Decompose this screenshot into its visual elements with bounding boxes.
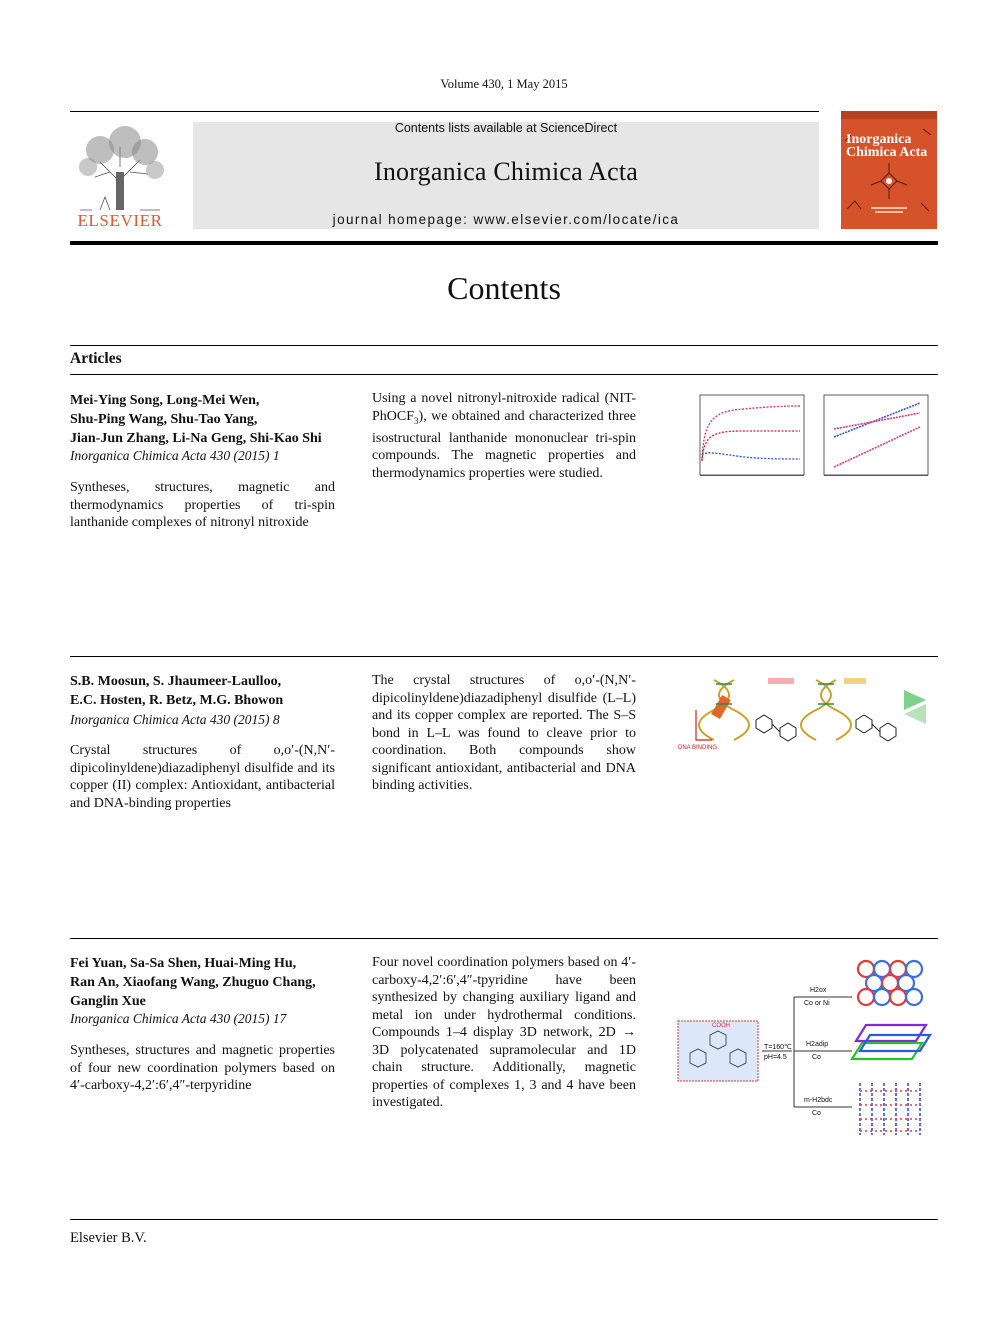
section-rule-bottom (70, 374, 938, 375)
cover-title-line-1: Inorganica (846, 132, 912, 147)
article-1-abstract (372, 390, 636, 482)
magnetic-plots-graphic (684, 389, 940, 489)
author-line: Mei-Ying Song, Long-Mei Wen, (70, 393, 260, 408)
volume-line: Volume 430, 1 May 2015 (440, 77, 568, 91)
journal-homepage: journal homepage: www.elsevier.com/locate/ica (332, 212, 680, 227)
graphic-label: Co (812, 1054, 821, 1061)
abstract-subscript: 3 (414, 415, 419, 426)
journal-title: Inorganica Chimica Acta (373, 157, 639, 186)
article-2-authors (70, 672, 360, 710)
graphic-label: pH=4.5 (764, 1054, 787, 1061)
section-rule-top (70, 345, 938, 346)
author-line: E.C. Hosten, R. Betz, M.G. Bhowon (70, 693, 284, 708)
article-3-citation[interactable]: Inorganica Chimica Acta 430 (2015) 17 (70, 1011, 287, 1026)
article-1-authors (70, 391, 360, 448)
contents-lists-line: Contents lists available at ScienceDirect (394, 121, 618, 135)
dna-binding-graphic (676, 670, 940, 762)
graphic-label: Co or Ni (804, 1000, 830, 1007)
graphic-label: DNA BINDING (678, 745, 718, 751)
cover-title-line-2: Chimica Acta (846, 145, 928, 160)
header-thick-rule (70, 241, 938, 245)
author-line: S.B. Moosun, S. Jhaumeer-Laulloo, (70, 674, 282, 689)
elsevier-wordmark: ELSEVIER (77, 211, 163, 230)
article-2-title[interactable]: Crystal structures of o,o′-(N,N′-dipicolinyldene)diazadiphenyl disulfide and its copper (II) complex: Antioxidant, antibacterial and DNA-binding properties (70, 743, 335, 811)
coordination-polymers-graphic (676, 955, 940, 1141)
graphic-label: m-H2bdc (804, 1097, 833, 1104)
abstract-text: ), we obtained and characterized three isostructural lanthanide mononuclear tri-spin compounds. The magnetic properties and thermodynamics properties were studied. (372, 408, 636, 481)
header-top-rule (70, 111, 819, 112)
graphic-label: T=160℃ (764, 1044, 792, 1051)
author-line: Ganglin Xue (70, 994, 146, 1009)
author-line: Fei Yuan, Sa-Sa Shen, Huai-Ming Hu, (70, 956, 297, 971)
footer-rule (70, 1219, 938, 1220)
article-1-title[interactable]: Syntheses, structures, magnetic and thermodynamics properties of tri-spin lanthanide complexes of nitronyl nitroxide (70, 480, 335, 530)
article-divider (70, 656, 938, 657)
article-2-abstract: The crystal structures of o,o′-(N,N′-dipicolinyldene)diazadiphenyl disulfide (L–L) and its copper complex are reported. The S–S bond in L–L was found to cleave prior to coordination. Both compounds show significant antioxidant, antibacterial and DNA binding activities. (372, 673, 636, 793)
graphic-label: COOH (712, 1023, 730, 1029)
section-heading: Articles (70, 350, 122, 367)
page-title: Contents (447, 270, 561, 306)
article-1-citation[interactable]: Inorganica Chimica Acta 430 (2015) 1 (70, 448, 280, 463)
journal-cover-thumbnail (841, 111, 937, 229)
article-3-authors (70, 954, 360, 1011)
footer-publisher: Elsevier B.V. (70, 1230, 147, 1246)
article-divider (70, 938, 938, 939)
graphic-label: H2ox (810, 987, 827, 994)
article-2-citation[interactable]: Inorganica Chimica Acta 430 (2015) 8 (70, 712, 280, 727)
graphic-label: Co (812, 1110, 821, 1117)
abstract-text: Using a novel nitronyl-nitroxide radical (NIT-PhOCF (372, 391, 636, 424)
author-line: Ran An, Xiaofang Wang, Zhuguo Chang, (70, 975, 316, 990)
article-3-title[interactable]: Syntheses, structures and magnetic properties of four new coordination polymers based on 4′-carboxy-4,2′:6′,4″-terpyridine (70, 1043, 335, 1093)
graphic-label: H2adip (806, 1041, 829, 1048)
author-line: Jian-Jun Zhang, Li-Na Geng, Shi-Kao Shi (70, 431, 322, 446)
author-line: Shu-Ping Wang, Shu-Tao Yang, (70, 412, 258, 427)
article-3-abstract: Four novel coordination polymers based on 4′-carboxy-4,2′:6′,4″-tpyridine have been synthesized by changing auxiliary ligand and metal ion under hydrothermal conditions. Compounds 1–4 display 3D network, 2D → 3D polycatenated supramolecular and 1D chain structure. Additionally, magnetic properties of complexes 1, 3 and 4 have been investigated. (372, 955, 636, 1110)
